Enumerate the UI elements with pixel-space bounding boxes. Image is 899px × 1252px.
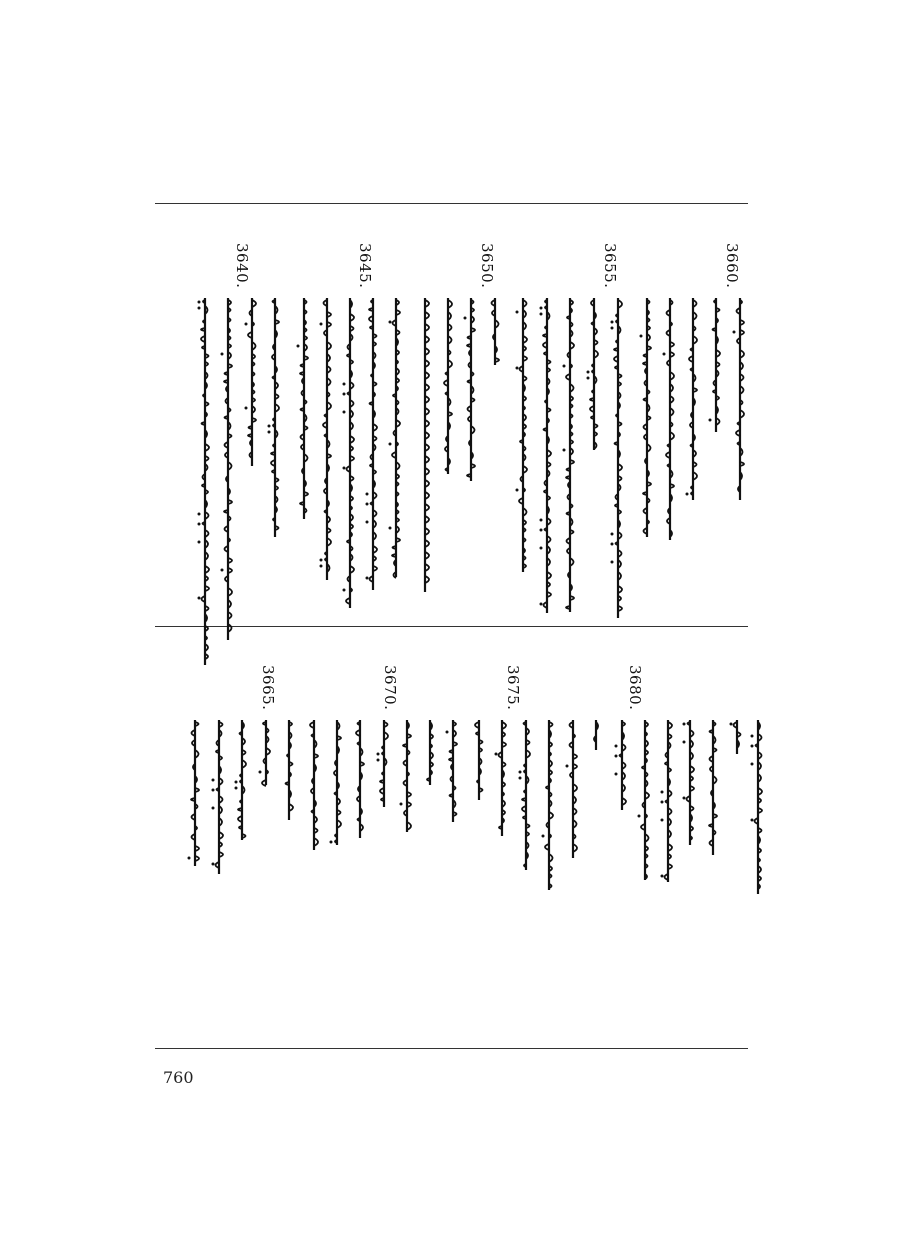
script-column <box>446 720 458 822</box>
script-dot <box>661 875 664 878</box>
script-dot <box>198 541 201 544</box>
page-number: 760 <box>163 1068 194 1087</box>
script-dot <box>611 561 614 564</box>
script-dot <box>661 819 664 822</box>
script-column <box>638 720 650 880</box>
script-dot <box>245 407 248 410</box>
script-dot <box>366 493 369 496</box>
line-number-3675: 3675. <box>504 665 522 711</box>
script-column <box>221 298 233 640</box>
script-dot <box>540 313 543 316</box>
script-dot <box>615 755 618 758</box>
script-dot <box>212 863 215 866</box>
script-dot <box>587 371 590 374</box>
script-column <box>427 720 433 785</box>
script-column <box>587 298 599 450</box>
script-dot <box>611 543 614 546</box>
script-column <box>594 720 598 750</box>
script-dot <box>198 597 201 600</box>
script-column <box>310 720 318 850</box>
script-dot <box>683 797 686 800</box>
script-column <box>356 720 364 838</box>
script-dot <box>615 745 618 748</box>
script-dot <box>235 787 238 790</box>
script-dot <box>709 419 712 422</box>
script-dot <box>730 723 733 726</box>
script-dot <box>188 857 191 860</box>
script-column <box>330 720 342 845</box>
script-dot <box>389 321 392 324</box>
line-number-3660: 3660. <box>723 243 741 289</box>
script-dot <box>587 377 590 380</box>
script-column <box>492 298 500 365</box>
script-dot <box>542 835 545 838</box>
script-dot <box>615 773 618 776</box>
script-dot <box>540 547 543 550</box>
script-dot <box>464 317 467 320</box>
script-dot <box>611 321 614 324</box>
script-dot <box>389 443 392 446</box>
script-dot <box>540 529 543 532</box>
script-dot <box>268 425 271 428</box>
line-number-3640: 3640. <box>233 243 251 289</box>
script-column <box>188 720 200 866</box>
script-column <box>730 720 741 754</box>
script-dot <box>638 815 641 818</box>
script-dot <box>343 393 346 396</box>
script-column <box>519 720 531 870</box>
script-dot <box>516 367 519 370</box>
script-dot <box>221 353 224 356</box>
script-column <box>751 720 763 894</box>
script-dot <box>343 589 346 592</box>
script-dot <box>212 789 215 792</box>
script-dot <box>540 519 543 522</box>
script-dot <box>221 569 224 572</box>
line-number-3670: 3670. <box>381 665 399 711</box>
script-column <box>611 298 623 618</box>
script-column <box>444 298 452 474</box>
script-dot <box>661 801 664 804</box>
script-dot <box>751 735 754 738</box>
script-dot <box>751 763 754 766</box>
script-dot <box>320 323 323 326</box>
script-column <box>495 720 507 836</box>
script-column <box>268 298 280 537</box>
script-column <box>286 720 294 820</box>
line-number-3655: 3655. <box>601 243 619 289</box>
script-column <box>661 720 673 882</box>
script-dot <box>751 819 754 822</box>
script-column <box>683 720 695 845</box>
script-dot <box>330 841 333 844</box>
script-dot <box>198 523 201 526</box>
script-dot <box>446 731 449 734</box>
script-dot <box>663 353 666 356</box>
script-column <box>343 298 355 608</box>
script-dot <box>566 765 569 768</box>
script-column <box>366 298 378 590</box>
script-dot <box>640 335 643 338</box>
script-dot <box>245 323 248 326</box>
script-dot <box>400 803 403 806</box>
script-dot <box>268 431 271 434</box>
script-column <box>259 720 271 786</box>
script-column <box>615 720 627 810</box>
script-dot <box>495 753 498 756</box>
script-column <box>516 298 528 572</box>
script-dot <box>198 513 201 516</box>
script-column <box>245 298 257 466</box>
script-dot <box>343 467 346 470</box>
script-column <box>235 720 247 840</box>
script-column <box>540 298 552 613</box>
script-column <box>542 720 554 890</box>
script-column <box>709 720 717 855</box>
script-dot <box>733 331 736 334</box>
script-column <box>464 298 476 481</box>
script-dot <box>389 527 392 530</box>
script-dot <box>320 565 323 568</box>
script-column <box>400 720 412 832</box>
script-dot <box>611 327 614 330</box>
script-column <box>212 720 224 874</box>
script-column <box>425 298 429 592</box>
script-dot <box>377 759 380 762</box>
line-number-3645: 3645. <box>356 243 374 289</box>
script-dot <box>366 577 369 580</box>
script-dot <box>377 753 380 756</box>
script-dot <box>519 771 522 774</box>
script-column <box>297 298 309 519</box>
script-dot <box>563 449 566 452</box>
script-dot <box>683 723 686 726</box>
script-dot <box>366 503 369 506</box>
script-column <box>640 298 652 537</box>
script-column <box>389 298 401 578</box>
script-column <box>563 298 575 612</box>
script-dot <box>751 745 754 748</box>
script-dot <box>297 345 300 348</box>
script-dot <box>516 311 519 314</box>
script-dot <box>661 791 664 794</box>
script-dot <box>320 559 323 562</box>
script-column <box>663 298 675 540</box>
script-dot <box>235 781 238 784</box>
line-number-3680: 3680. <box>626 665 644 711</box>
script-dot <box>343 411 346 414</box>
script-column <box>320 298 332 580</box>
line-number-3665: 3665. <box>259 665 277 711</box>
line-number-3650: 3650. <box>478 243 496 289</box>
script-column <box>733 298 745 500</box>
script-dot <box>343 383 346 386</box>
script-dot <box>212 779 215 782</box>
script-column <box>198 298 210 665</box>
script-dot <box>686 493 689 496</box>
script-dot <box>198 307 201 310</box>
script-dot <box>516 489 519 492</box>
script-dot <box>519 777 522 780</box>
script-dot <box>198 301 201 304</box>
script-column <box>709 298 721 432</box>
script-dot <box>683 741 686 744</box>
script-dot <box>540 603 543 606</box>
script-column <box>686 298 698 500</box>
script-column <box>377 720 389 807</box>
script-column <box>566 720 578 858</box>
script-dot <box>259 771 262 774</box>
script-dot <box>540 307 543 310</box>
script-dot <box>366 521 369 524</box>
script-dot <box>611 533 614 536</box>
script-column <box>475 720 483 800</box>
script-dot <box>212 807 215 810</box>
script-dot <box>563 365 566 368</box>
